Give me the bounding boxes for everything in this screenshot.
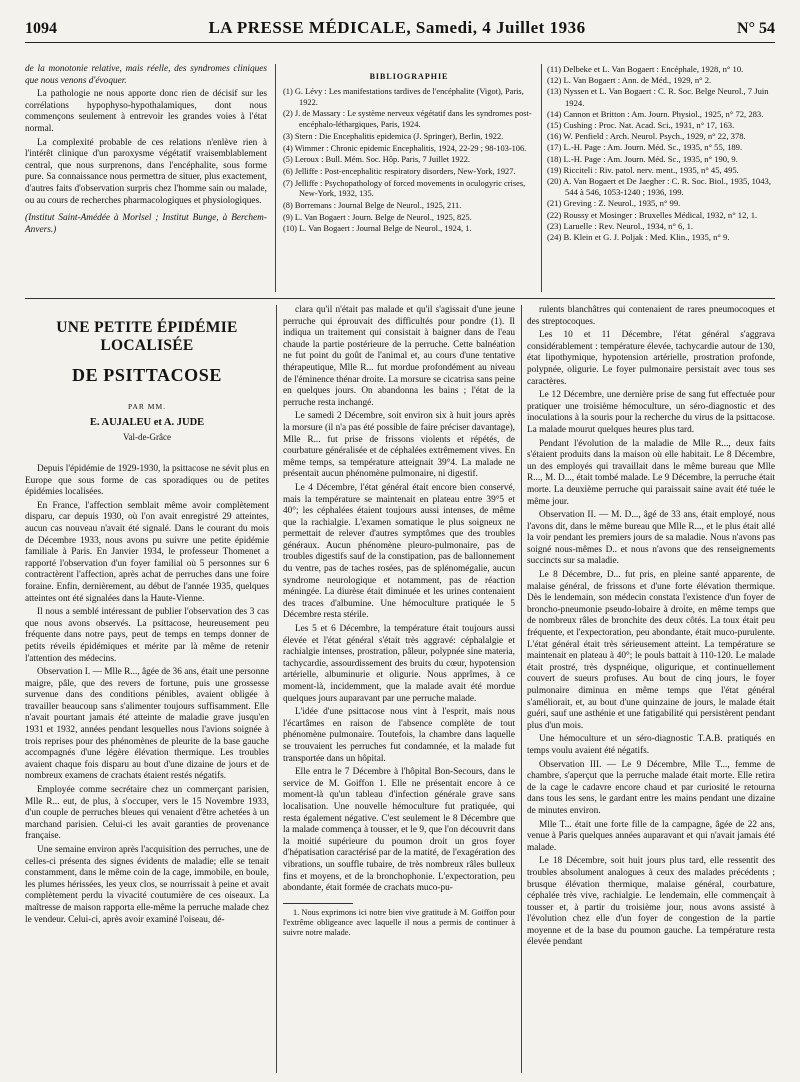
bibliography-entry: (8) Borremans : Journal Belge de Neurol., 1925, 211.	[283, 201, 462, 211]
paragraph: L'idée d'une psittacose nous vint à l'esprit, mais nous l'écartâmes en raison de l'absence complète de tout phénomène pulmonaire. Toutefois, la chambre dans laquelle se trouvaient les perruches fut condamnée, et la malade fut transportée dans un hôpital.	[283, 707, 515, 764]
bibliography-entry: (16) W. Penfield : Arch. Neurol. Psych., 1929, n° 22, 378.	[547, 131, 746, 142]
paragraph: Les 5 et 6 Décembre, la température était toujours aussi élevée et l'état général s'était très aggravé: céphalalgie et rachialgie intenses, prostration, pâleur, polypnée sine materia, tachycardie, assourdissement des bruits du cœur, hypotension artérielle, albuminurie et oligurie. Nous apprîmes, à ce moment-là, incidemment, que la malade avait été mordue quelques jours auparavant par une perruche malade.	[283, 624, 515, 704]
bibliography-entry: (6) Jelliffe : Post-encephalitic respiratory disorders, New-York, 1927.	[283, 166, 516, 176]
column-rule	[276, 305, 277, 1073]
column-rule	[521, 305, 522, 1073]
paragraph: Employée comme secrétaire chez un commerçant parisien, Mlle R... eut, de plus, à s'occuper, vers le 15 Novembre 1933, d'un couple de perruches bleues qui venaient d'être achetées à un marchand parisien. Celui-ci les avait garanties de provenance française.	[25, 785, 269, 842]
paragraph: La pathologie ne nous apporte donc rien de décisif sur les corrélations hypophyso-hypothalamiques, dont nous commençons seulement à entrevoir les grandes voies à l'état normal.	[25, 89, 267, 134]
bibliography-entry: (5) Leroux : Bull. Mém. Soc. Hôp. Paris, 7 Juillet 1922.	[283, 155, 471, 165]
paragraph: Pendant l'évolution de la maladie de Mlle R..., deux faits s'étaient produits dans la maison où elle habitait. Le 8 Décembre, un des employés qui travaillait dans le même bureau que Mlle R..., M. D..., était tombé malade. Le 9 Décembre, la perruche était morte. La deuxième perruche qui paraissait saine avait été tuée le même jour.	[527, 438, 775, 507]
article	[25, 305, 775, 1074]
paragraph: Depuis l'épidémie de 1929-1930, la psittacose ne sévit plus en Europe que sous forme de cas sporadiques ou de petites épidémies localisées.	[25, 464, 269, 498]
bibliography-entry: (18) L.-H. Page : Am. Journ. Méd. Sc., 1935, n° 190, 9.	[547, 153, 738, 164]
article-column-3	[527, 305, 775, 951]
paragraph: Observation I. — Mlle R..., âgée de 36 ans, était une personne maigre, pâle, que des revers de fortune, puis une grossesse survenue dans des conditions pénibles, avaient obligée à travailler beaucoup sans s'alimenter toujours suffisamment. Elle n'avait pourtant jamais été atteinte de maladie grave jusqu'en 1931 et 1932, années pendant lesquelles nous l'avions soignée à trois reprises pour des phénomènes de pleurite de la base gauche accompagnés d'une légère élévation thermique. Les troubles avaient chaque fois disparu au bout d'une dizaine de jours et de nombreux examens de crachats étaient restés négatifs.	[25, 667, 269, 782]
column-rule	[541, 64, 542, 292]
column-rule	[275, 64, 276, 292]
bibliography-entry: (1) G. Lévy : Les manifestations tardives de l'encéphalite (Vigot), Paris, 1922.	[283, 87, 524, 107]
paragraph: Observation III. — Le 9 Décembre, Mlle T..., femme de chambre, s'aperçut que la perruche malade était morte. Elle retira de la cage le cadavre encore chaud et par curiosité le retourna dans tous les sens, le gardant entre les mains pendant une dizaine de minutes environ.	[527, 759, 775, 816]
paragraph: Elle entra le 7 Décembre à l'hôpital Bon-Secours, dans le service de M. Goiffon 1. Elle ne présentait encore à ce moment-là qu'un tableau d'infection générale grave sans localisation. Une nouvelle hémoculture fut pratiquée, qui resta également négative. C'est seulement le 8 Décembre que la malade commença à tousser, et le 9, que l'on découvrit dans la moitié supérieure du poumon droit un gros foyer d'hépatisation caractérisé par de la matité, de l'exagération des vibrations, un souffle tubaire, de très nombreux râles bulleux fins et moyens, et de la bronchophonie. L'expectoration, peu abondante, était formée de crachats muco-pu-	[283, 767, 515, 894]
paragraph: clara qu'il n'était pas malade et qu'il s'agissait d'une jeune perruche qui éprouvait des difficultés pour pondre (1). Il indiqua un traitement qui consistait à baigner dans de l'eau chaude la partie postérieure de la perruche. Cette balnéation ne fut point du goût de l'animal et, au cours d'une tentative thérapeutique, Mlle R... fut mordue profondément au niveau de l'éminence thénar droite. La morsure se cicatrisa sans peine en quelques jours. On abandonna les bains ; l'état de la perruche resta inchangé.	[283, 305, 515, 408]
institute-note: (Institut Saint-Amédée à Morlsel ; Institut Bunge, à Berchem-Anvers.)	[25, 213, 267, 235]
bibliography-left	[283, 64, 535, 236]
bibliography-entry: (20) A. Van Bogaert et De Jaegher : C. R. Soc. Biol., 1935, 1043, 544 à 546, 1053-1240 ; 1936, 199.	[547, 176, 771, 198]
bibliography-title: BIBLIOGRAPHIE	[369, 72, 449, 81]
bibliography-right	[547, 64, 775, 243]
article-title-line1: UNE PETITE ÉPIDÉMIE LOCALISÉE	[56, 319, 238, 354]
article-column-2	[283, 305, 515, 939]
paragraph: Observation II. — M. D..., âgé de 33 ans, était employé, nous l'avons dit, dans le même bureau que Mlle R..., et le plus était allé la voir pendant les premiers jours de sa maladie. Nous n'avons pas soigné nous-mêmes D.. et nous n'avons que des renseignements succincts sur sa maladie.	[527, 510, 775, 567]
paragraph: de la monotonie relative, mais réelle, des syndromes cliniques que nous venons d'évoquer.	[25, 64, 267, 86]
paragraph: Le 12 Décembre, une dernière prise de sang fut effectuée pour pratiquer une troisième hémoculture, un séro-diagnostic et des inoculations à la souris pour la recherche du virus de la psittacose. La malade mourut quelques heures plus tard.	[527, 390, 775, 435]
paragraph: Le 8 Décembre, D... fut pris, en pleine santé apparente, de malaise général, de frissons et d'une forte élévation thermique. Dès le lendemain, son médecin constata l'existence d'un foyer de broncho-pneumonie pseudo-lobaire à droite, en même temps que de nombreux râles de bronchite des deux côtés. La toux était peu fréquente, et l'expectoration, peu abondante, était muco-purulente. L'état général était très sérieusement atteint. La température se maintenait en plateau à 40°; le pouls battait à 110-120. Le malade était prostré, très dyspnéique, oligurique, et continuellement couvert de sueurs profuses. Au bout de cinq jours, le foyer pulmonaire diminua en même temps que l'état général s'améliorait, et, au bout d'une quinzaine de jours, le malade était guéri, sauf une asthénie et une fatigabilité qui persistèrent pendant plus d'un mois.	[527, 570, 775, 731]
bibliography-entry: (2) J. de Massary : Le système nerveux végétatif dans les syndromes post-encéphalo-léthargiques, Paris, 1924.	[283, 109, 532, 130]
paragraph: Mlle T... était une forte fille de la campagne, âgée de 22 ans, venue à Paris quelques années auparavant et qui n'avait jamais été malade.	[527, 819, 775, 853]
page-number: 1094	[25, 20, 57, 37]
paragraph: Une semaine environ après l'acquisition des perruches, une de celles-ci présenta des signes évidents de maladie; elle se tenait constamment, dans le même coin de la cage, immobile, en boule, les plumes hérissées, les yeux clos, se nourrissait à peine et avait complètement perdu la vivacité coutumière de ces oiseaux. La maîtresse de maison rapporta elle-même la perruche malade chez le vendeur. Celui-ci, après avoir examiné l'oiseau, dé-	[25, 845, 269, 925]
journal-title: LA PRESSE MÉDICALE, Samedi, 4 Juillet 1936	[208, 18, 586, 37]
paragraph: rulents blanchâtres qui contenaient de rares pneumocoques et des streptocoques.	[527, 305, 775, 327]
article-column-1	[25, 305, 269, 928]
paragraph: Il nous a semblé intéressant de publier l'observation des 3 cas que nous avons observés. La psittacose, heureusement peu fréquente dans notre pays, peut de temps en temps donner de petits réveils épidémiques et mérite par là même de retenir l'attention des médecins.	[25, 607, 269, 664]
bibliography-entry: (14) Cannon et Britton : Am. Journ. Physiol., 1925, n° 72, 283.	[547, 108, 764, 119]
bibliography-entry: (19) Ricciteli : Riv. patol. nerv. ment., 1935, n° 45, 495.	[547, 164, 739, 175]
previous-article-end	[25, 64, 267, 238]
by-line: PAR MM.	[128, 402, 166, 411]
paragraph: Le samedi 2 Décembre, soit environ six à huit jours après la morsure (il n'a pas été possible de faire préciser davantage), Mlle R... fut prise de frissons violents et répétés, de courbature généralisée et de céphalées extrêmement vives. En même temps, sa température atteignait 39°4. La malade ne présentait aucun phénomène pulmonaire, ni digestif.	[283, 411, 515, 480]
bibliography-entry: (21) Greving : Z. Neurol., 1935, n° 99.	[547, 198, 681, 209]
footnote-rule	[283, 903, 353, 904]
bibliography-entry: (10) L. Van Bogaert : Journal Belge de Neurol., 1924, 1.	[283, 224, 472, 234]
paragraph: La complexité probable de ces relations n'enlève rien à l'intérêt clinique d'un paroxysme végétatif vraisemblablement central, que nous surprenons, dans l'encéphalite, sous forme pure. Sa connaissance nous permettra de situer, plus exactement, d'autres faits d'observation surpris chez l'homme sain ou malade, ou au cours de recherches pharmacologiques et physiologiques.	[25, 137, 267, 206]
article-title-line2: DE PSITTACOSE	[71, 365, 222, 385]
bibliography-entry: (4) Wimmer : Chronic epidemic Encephalitis, 1924, 22-29 ; 98-103-106.	[283, 143, 527, 153]
affiliation: Val-de-Grâce	[123, 432, 171, 442]
paragraph: En France, l'affection semblait même avoir complètement disparu, car depuis 1930, où l'on avait enregistré 29 atteintes, aucun cas nouveau n'avait été signalé. Dans le courant du mois de Décembre 1933, nous avons pu suivre une petite épidémie familiale à Paris. En Janvier 1934, le professeur Thomenet a rapporté l'observation d'un foyer familial où 5 personnes sur 6 contractèrent l'affection, après achat de perruches dans une foire foraine. Enfin, dernièrement, au début de l'année 1935, quelques atteintes ont été signalées dans la Haute-Vienne.	[25, 500, 269, 604]
bibliography-entry: (7) Jelliffe : Psychopathology of forced movements in oculogyric crises, New-York, 1932, 135.	[283, 178, 526, 199]
bibliography-entry: (11) Delbeke et L. Van Bogaert : Encéphale, 1928, n° 10.	[547, 64, 744, 74]
bibliography-entry: (15) Cushing : Proc. Nat. Acad. Sci., 1931, n° 17, 163.	[547, 120, 735, 131]
bibliography-entry: (24) B. Klein et G. J. Poljak : Med. Klin., 1935, n° 9.	[547, 232, 730, 243]
paragraph: Le 4 Décembre, l'état général était encore bien conservé, mais la température se maintenait en plateau entre 39°5 et 40°; les céphalées étaient toujours aussi intenses, de même que la rachialgie. L'examen somatique le plus soigneux ne permettait de relever d'autres symptômes que des troubles généraux. Aucun phénomène pleuro-pulmonaire, pas de troubles digestifs sauf de la constipation, pas de ballonnement du ventre, pas de taches rosées, pas de splénomégalie, aucun syndrome neurologique et notamment, pas de réaction méningée. La diurèse était diminuée et les urines contenaient des traces d'albumine. Une hémoculture pratiquée le 5 Décembre resta stérile.	[283, 482, 515, 621]
paragraph: Les 10 et 11 Décembre, l'état général s'aggrava considérablement : température élevée, tachycardie autour de 130, état lipothymique, hypotension artérielle, prostration profonde, polypnée, oligurie. Le foyer pulmonaire persistait avec tous ses caractères.	[527, 330, 775, 387]
bibliography-entry: (12) L. Van Bogaert : Ann. de Méd., 1929, n° 2.	[547, 75, 712, 86]
bibliography-entry: (22) Roussy et Mosinger : Bruxelles Médical, 1932, n° 12, 1.	[547, 209, 758, 220]
bibliography-entry: (3) Stern : Die Encephalitis epidemica (J. Springer), Berlin, 1922.	[283, 131, 504, 141]
footnote: 1. Nous exprimons ici notre bien vive gratitude à M. Goiffon pour l'extrême obligeance avec laquelle il nous a permis de continuer à suivre notre malade.	[283, 907, 515, 938]
paragraph: Une hémoculture et un séro-diagnostic T.A.B. pratiqués en temps voulu avaient été négatifs.	[527, 734, 775, 756]
bibliography-entry: (17) L.-H. Page : Am. Journ. Méd. Sc., 1935, n° 55, 189.	[547, 142, 743, 153]
bibliography-entry: (9) L. Van Bogaert : Journ. Belge de Neurol., 1925, 825.	[283, 212, 472, 222]
paragraph: Le 18 Décembre, soit huit jours plus tard, elle ressentit des troubles absolument analogues à ceux des malades précédents ; brusque élévation thermique, malaise général, courbature, céphalée très vive, rachialgie. Le lendemain, elle commençait à tousser et, à partir du troisième jour, nous avons assisté à l'évolution chez elle d'un foyer de congestion de la partie moyenne et de la base du poumon gauche. La température resta élevée pendant	[527, 856, 775, 948]
page-header	[25, 18, 775, 43]
top-section	[25, 64, 775, 292]
issue-number: N° 54	[737, 20, 775, 37]
authors: E. AUJALEU et A. JUDE	[89, 417, 205, 428]
section-divider	[25, 298, 775, 299]
bibliography-entry: (13) Nyssen et L. Van Bogaert : C. R. Soc. Belge Neurol., 7 Juin 1924.	[547, 86, 769, 108]
bibliography-entry: (23) Laruelle : Rev. Neurol., 1934, n° 6, 1.	[547, 220, 694, 231]
